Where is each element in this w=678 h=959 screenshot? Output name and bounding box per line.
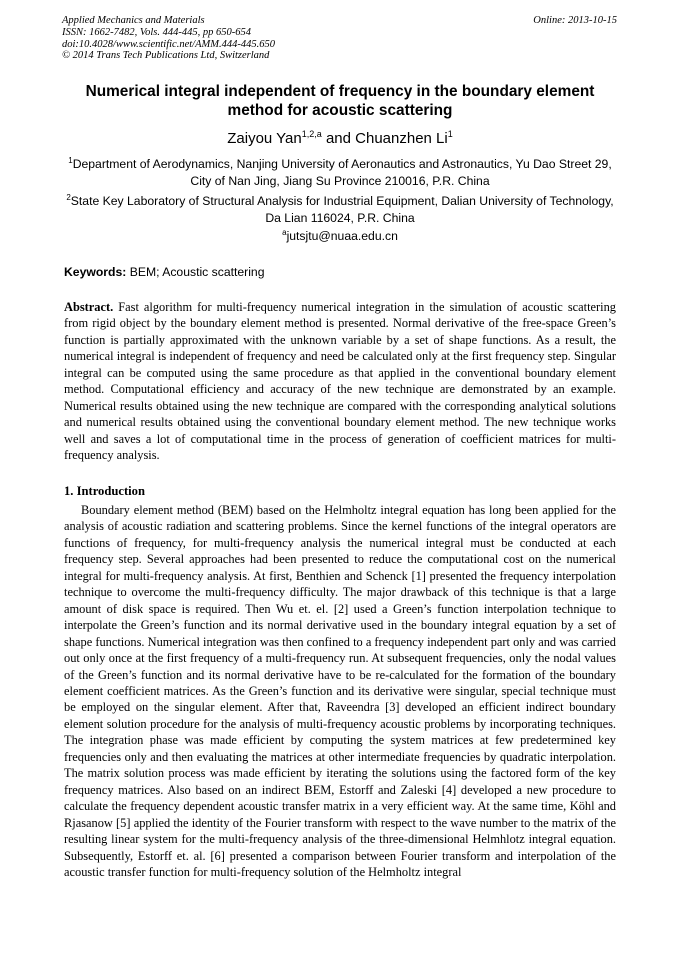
author-1-affil-mark: 1,2,a	[301, 129, 322, 139]
author-2-affil-mark: 1	[447, 129, 453, 139]
doi-line: doi:10.4028/www.scientific.net/AMM.444-445.650	[62, 38, 275, 50]
keywords	[64, 265, 616, 280]
abstract-text: Fast algorithm for multi-frequency numerical integration in the simulation of acoustic scattering from rigid object by the boundary element method is presented. Normal derivative of the free-space Green’s function is partially approximated with the unknown variable by a set of shape functions. As a result, the numerical integral is independent of frequency and need be calculated only at the first frequency step. Singular integral can be computed using the same procedure as that applied in the conventional boundary element method. Computational efficiency and accuracy of the new technique are demonstrated by an example. Numerical results obtained using the new technique are compared with the corresponding analytical solutions and numerical results obtained using the conventional boundary element method. The new technique works well and saves a lot of computational time in the process of generation of coefficient matrices for multi-frequency analysis.	[64, 300, 616, 463]
affiliation-1-text: Department of Aerodynamics, Nanjing University of Aeronautics and Astronautics, Yu Dao Street 29, City of Nan Jing, Jiang Su Province 210016, P.R. China	[72, 157, 612, 188]
email-mark: a	[282, 228, 287, 237]
abstract	[64, 299, 616, 464]
copyright-line: © 2014 Trans Tech Publications Ltd, Switzerland	[62, 50, 270, 62]
keywords-text: BEM; Acoustic scattering	[126, 265, 265, 279]
journal-header	[62, 15, 617, 62]
author-conjunction: and	[321, 130, 356, 147]
contact-email	[64, 228, 616, 245]
keywords-label: Keywords:	[64, 265, 127, 279]
introduction-paragraph: Boundary element method (BEM) based on the Helmholtz integral equation has long been applied for the analysis of acoustic radiation and scattering problems. Since the kernel functions of the integral operators are functions of frequency, for multi-frequency analysis the numerical integral must be conducted at each frequency step. Several approaches had been presented to reduce the computational cost on the numerical integral for multi-frequency analysis. At first, Benthien and Schenck [1] presented the frequency interpolation technique to overcome the multi-frequency difficulty. The major drawback of this technique is that a large amount of disk space is required. Then Wu et. el. [2] used a Green’s function interpolation technique to interpolate the Green’s function and its normal derivative used in the boundary integral equation by a set of shape functions. Numerical integration was then confined to a frequency independent part only and was carried out only once at the first frequency of a multi-frequency run. At subsequent frequencies, only the nodal values of the Green’s function and its normal derivative have to be re-calculated for the formation of the boundary element coefficient matrices. As the Green’s function and its derivative were singular, special technique must be employed on the singular element. After that, Raveendra [3] developed an efficient indirect boundary element solution procedure for the analysis of multi-frequency acoustic problems by incorporating techniques. The integration phase was made efficient by computing the system matrices at few predetermined key frequencies only and then evaluating the matrices at other intermediate frequencies by quadratic interpolation. The matrix solution process was made efficient by iterating the solutions using the factored form of the key frequency matrices. Also based on an indirect BEM, Estorff and Zaleski [4] developed a new procedure to calculate the frequency dependent acoustic transfer matrix in a very efficient way. At the same time, Köhl and Rjasanow [5] applied the identity of the Fourier transform with respect to the wave number to the matrix of the resulting linear system for the multi-frequency analysis of the three-dimensional Helmhlotz integral equation. Subsequently, Estorff et. al. [6] presented a comparison between Fourier transform and interpolation of the acoustic transfer function for multi-frequency solution of the Helmholtz integral	[64, 503, 616, 879]
issn-line: ISSN: 1662-7482, Vols. 444-445, pp 650-654	[62, 26, 251, 38]
section-heading-introduction: 1. Introduction	[64, 484, 145, 498]
author-line	[64, 130, 616, 148]
affiliation-2-mark: 2	[66, 193, 71, 202]
affiliation-1	[64, 156, 616, 189]
affiliation-2-text: State Key Laboratory of Structural Analysis for Industrial Equipment, Dalian University of Technology, Da Lian 116024, P.R. China	[70, 194, 614, 225]
abstract-label: Abstract.	[64, 300, 114, 314]
author-1: Zaiyou Yan	[227, 130, 302, 147]
email-address: jutsjtu@nuaa.edu.cn	[286, 229, 398, 243]
journal-name: Applied Mechanics and Materials	[62, 15, 205, 26]
affiliation-1-mark: 1	[68, 156, 73, 165]
paper-title: Numerical integral independent of frequency in the boundary element method for acoustic scattering	[85, 83, 595, 119]
online-date: Online: 2013-10-15	[533, 15, 617, 26]
affiliation-2	[64, 193, 616, 226]
author-2: Chuanzhen Li	[355, 130, 448, 147]
